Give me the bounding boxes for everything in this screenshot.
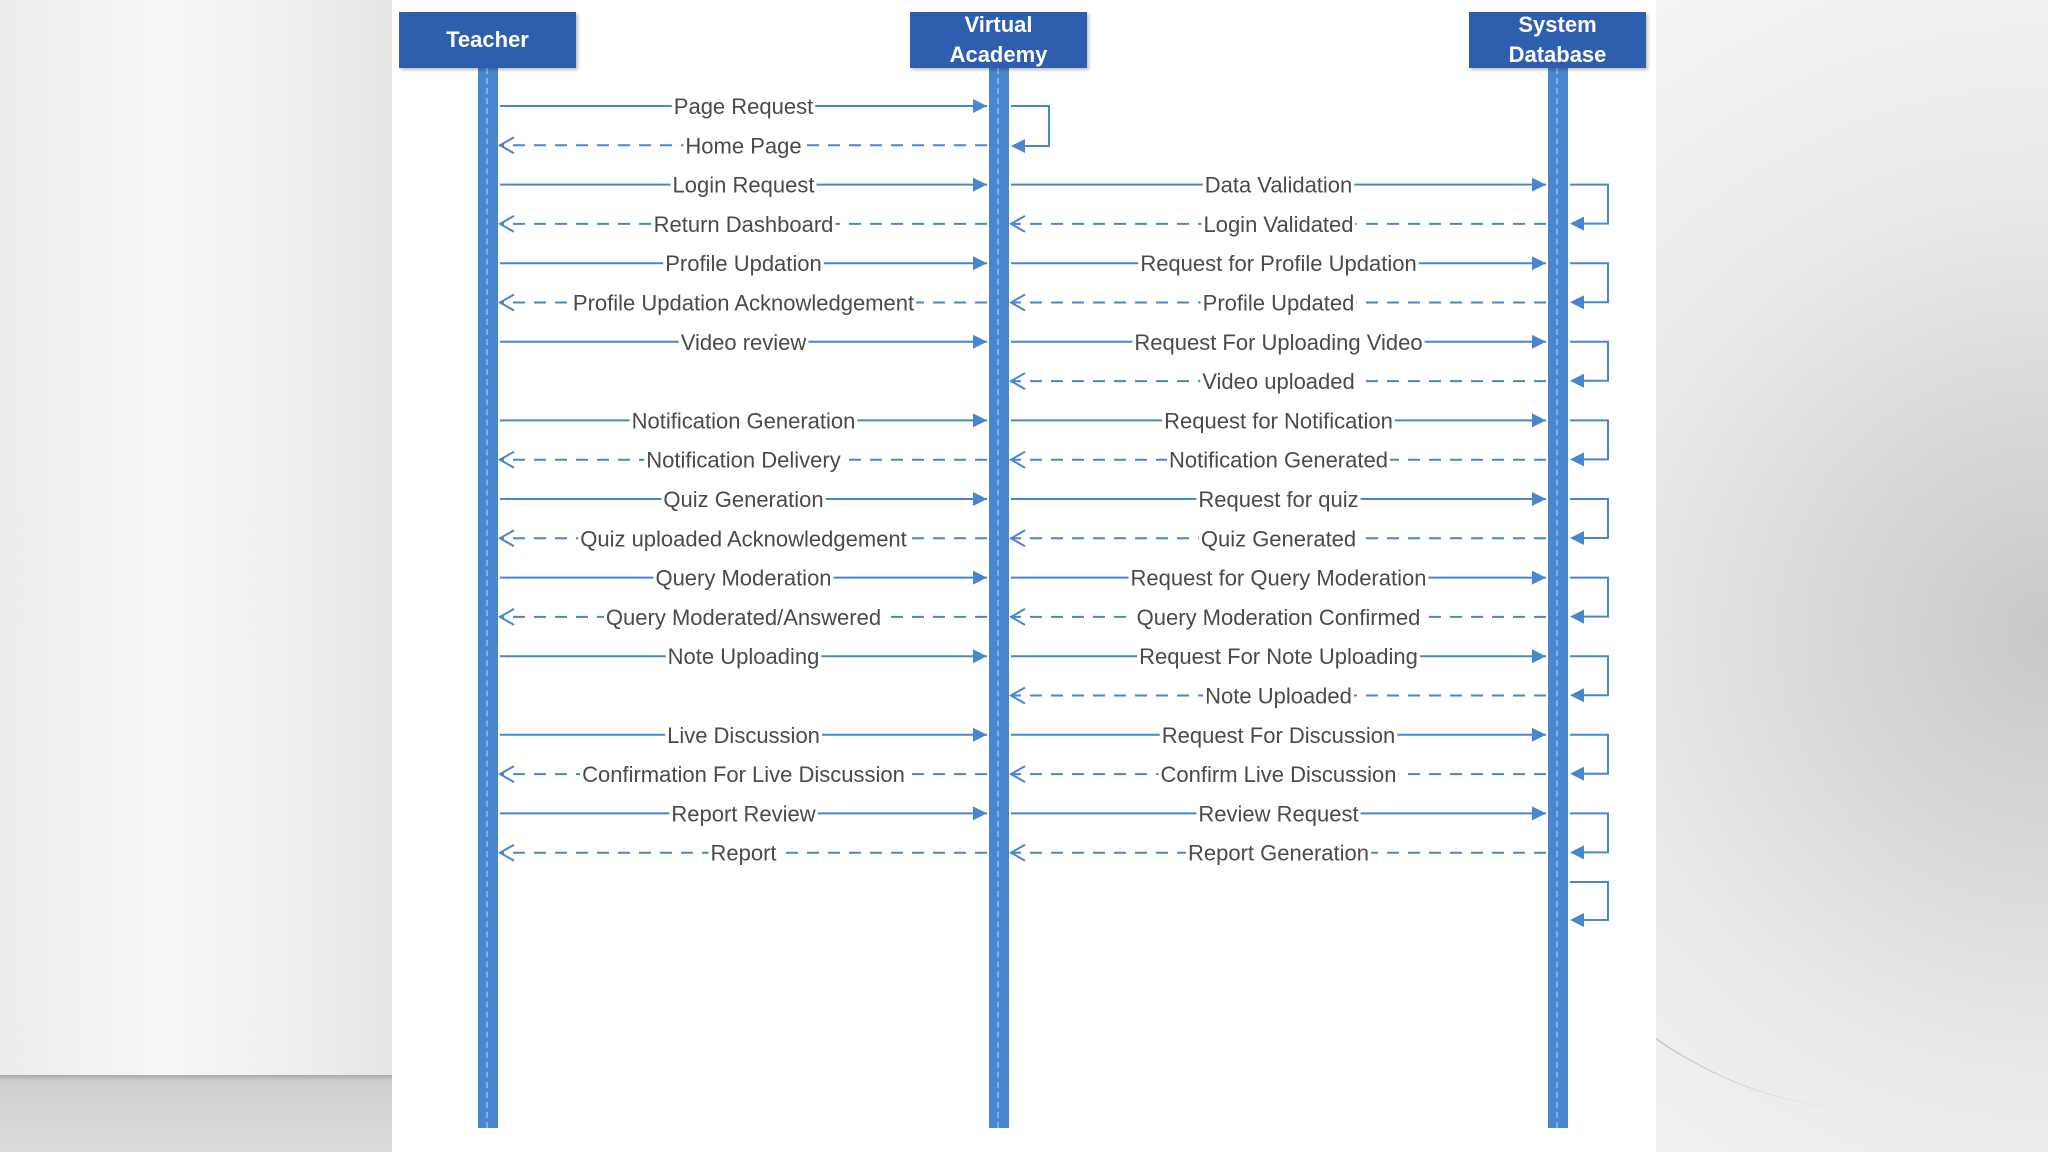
actor-system-database: System Database bbox=[1469, 12, 1646, 68]
message-5 bbox=[500, 212, 987, 237]
message-26 bbox=[500, 644, 987, 669]
message-28 bbox=[1011, 684, 1546, 709]
message-label: Report Generation bbox=[1188, 840, 1369, 866]
message-label: Notification Generation bbox=[631, 408, 856, 434]
message-label: Request for quiz bbox=[1198, 487, 1359, 512]
message-label: Request for Notification bbox=[1164, 408, 1393, 434]
slide-canvas bbox=[392, 0, 1656, 1152]
message-label: Report Review bbox=[671, 801, 816, 827]
message-9 bbox=[500, 291, 987, 316]
message-label: Request For Discussion bbox=[1161, 722, 1396, 748]
message-21 bbox=[1011, 526, 1546, 551]
message-label: Review Request bbox=[1198, 801, 1359, 827]
actor-teacher: Teacher bbox=[399, 12, 576, 68]
message-0 bbox=[500, 94, 987, 119]
arrowhead bbox=[1532, 806, 1546, 820]
message-label: Home Page bbox=[685, 133, 802, 159]
self-message-loop bbox=[1570, 735, 1608, 774]
message-6 bbox=[1011, 212, 1546, 237]
message-label: Query Moderation Confirmed bbox=[1136, 604, 1421, 630]
message-2 bbox=[500, 133, 987, 158]
arrowhead bbox=[1532, 728, 1546, 742]
message-label: Report bbox=[710, 840, 777, 866]
arrowhead bbox=[1570, 688, 1584, 702]
message-1 bbox=[1011, 106, 1049, 153]
arrowhead bbox=[1532, 649, 1546, 663]
message-label: Request For Uploading Video bbox=[1134, 329, 1423, 355]
message-22 bbox=[500, 566, 987, 591]
message-label: Video review bbox=[680, 329, 807, 355]
arrowhead bbox=[1532, 335, 1546, 349]
background-left-band bbox=[0, 1075, 392, 1152]
self-message-loop bbox=[1570, 813, 1608, 852]
arrowhead bbox=[1570, 610, 1584, 624]
self-message-loop bbox=[1570, 342, 1608, 381]
arrowhead bbox=[1532, 571, 1546, 585]
message-11 bbox=[500, 330, 987, 355]
arrowhead bbox=[973, 492, 987, 506]
self-message-loop bbox=[1570, 499, 1608, 538]
message-7 bbox=[500, 251, 987, 276]
arrowhead bbox=[1570, 845, 1584, 859]
message-label: Notification Delivery bbox=[646, 447, 841, 473]
arrowhead bbox=[1532, 256, 1546, 270]
message-label: Profile Updation Acknowledgement bbox=[572, 290, 915, 316]
arrowhead bbox=[973, 335, 987, 349]
self-message-loop bbox=[1570, 882, 1608, 920]
arrowhead bbox=[1532, 178, 1546, 192]
message-36 bbox=[1011, 841, 1546, 866]
arrowhead bbox=[973, 806, 987, 820]
self-message-loop bbox=[1570, 420, 1608, 459]
message-label: Confirmation For Live Discussion bbox=[582, 762, 905, 788]
self-message-loop bbox=[1570, 656, 1608, 695]
arrowhead bbox=[1570, 374, 1584, 388]
message-20 bbox=[500, 526, 987, 551]
message-label: Notification Generated bbox=[1169, 447, 1388, 473]
message-label: Live Discussion bbox=[667, 722, 820, 748]
message-31 bbox=[500, 762, 987, 787]
message-label: Profile Updation bbox=[665, 251, 822, 277]
arrowhead bbox=[1570, 295, 1584, 309]
message-16 bbox=[500, 448, 987, 473]
message-32 bbox=[1011, 762, 1546, 787]
arrowhead bbox=[1570, 913, 1584, 927]
message-label: Profile Updated bbox=[1202, 290, 1355, 316]
message-label: Request For Note Uploading bbox=[1139, 644, 1418, 670]
arrowhead bbox=[1011, 139, 1025, 153]
message-29 bbox=[500, 723, 987, 748]
arrowhead bbox=[1532, 413, 1546, 427]
message-14 bbox=[500, 408, 987, 433]
arrowhead bbox=[1570, 217, 1584, 231]
message-10 bbox=[1011, 291, 1546, 316]
self-message-loop bbox=[1570, 263, 1608, 302]
message-label: Request for Query Moderation bbox=[1130, 565, 1427, 591]
message-3 bbox=[500, 173, 987, 198]
sequence-messages bbox=[392, 0, 1656, 1152]
message-label: Note Uploading bbox=[667, 644, 820, 670]
message-13 bbox=[1011, 369, 1546, 394]
message-label: Page Request bbox=[673, 94, 814, 119]
message-35 bbox=[500, 841, 987, 866]
message-label: Request for Profile Updation bbox=[1140, 251, 1417, 277]
self-message-loop bbox=[1011, 106, 1049, 146]
self-message-loop bbox=[1570, 578, 1608, 617]
message-33 bbox=[500, 801, 987, 826]
arrowhead bbox=[1532, 492, 1546, 506]
message-label: Data Validation bbox=[1204, 172, 1353, 198]
message-label: Return Dashboard bbox=[653, 211, 834, 237]
message-label: Query Moderated/Answered bbox=[605, 604, 882, 630]
self-message-loop bbox=[1570, 185, 1608, 224]
arrowhead bbox=[1570, 452, 1584, 466]
arrowhead bbox=[973, 99, 987, 113]
message-label: Quiz Generation bbox=[663, 487, 824, 512]
message-18 bbox=[500, 487, 987, 512]
actor-virtual-academy: Virtual Academy bbox=[910, 12, 1087, 68]
arrowhead bbox=[973, 571, 987, 585]
arrowhead bbox=[973, 178, 987, 192]
message-label: Quiz Generated bbox=[1200, 526, 1357, 552]
message-label: Quiz uploaded Acknowledgement bbox=[580, 526, 907, 552]
arrowhead bbox=[973, 413, 987, 427]
message-25 bbox=[1011, 605, 1546, 630]
message-label: Video uploaded bbox=[1202, 369, 1355, 395]
arrowhead bbox=[1570, 767, 1584, 781]
message-label: Confirm Live Discussion bbox=[1160, 762, 1397, 788]
message-17 bbox=[1011, 448, 1546, 473]
message-label: Login Validated bbox=[1203, 211, 1354, 237]
arrowhead bbox=[973, 649, 987, 663]
arrowhead bbox=[1570, 531, 1584, 545]
message-label: Note Uploaded bbox=[1205, 683, 1352, 709]
message-37 bbox=[1570, 882, 1608, 927]
message-label: Login Request bbox=[672, 172, 815, 198]
arrowhead bbox=[973, 728, 987, 742]
message-24 bbox=[500, 605, 987, 630]
arrowhead bbox=[973, 256, 987, 270]
message-label: Query Moderation bbox=[655, 565, 832, 591]
